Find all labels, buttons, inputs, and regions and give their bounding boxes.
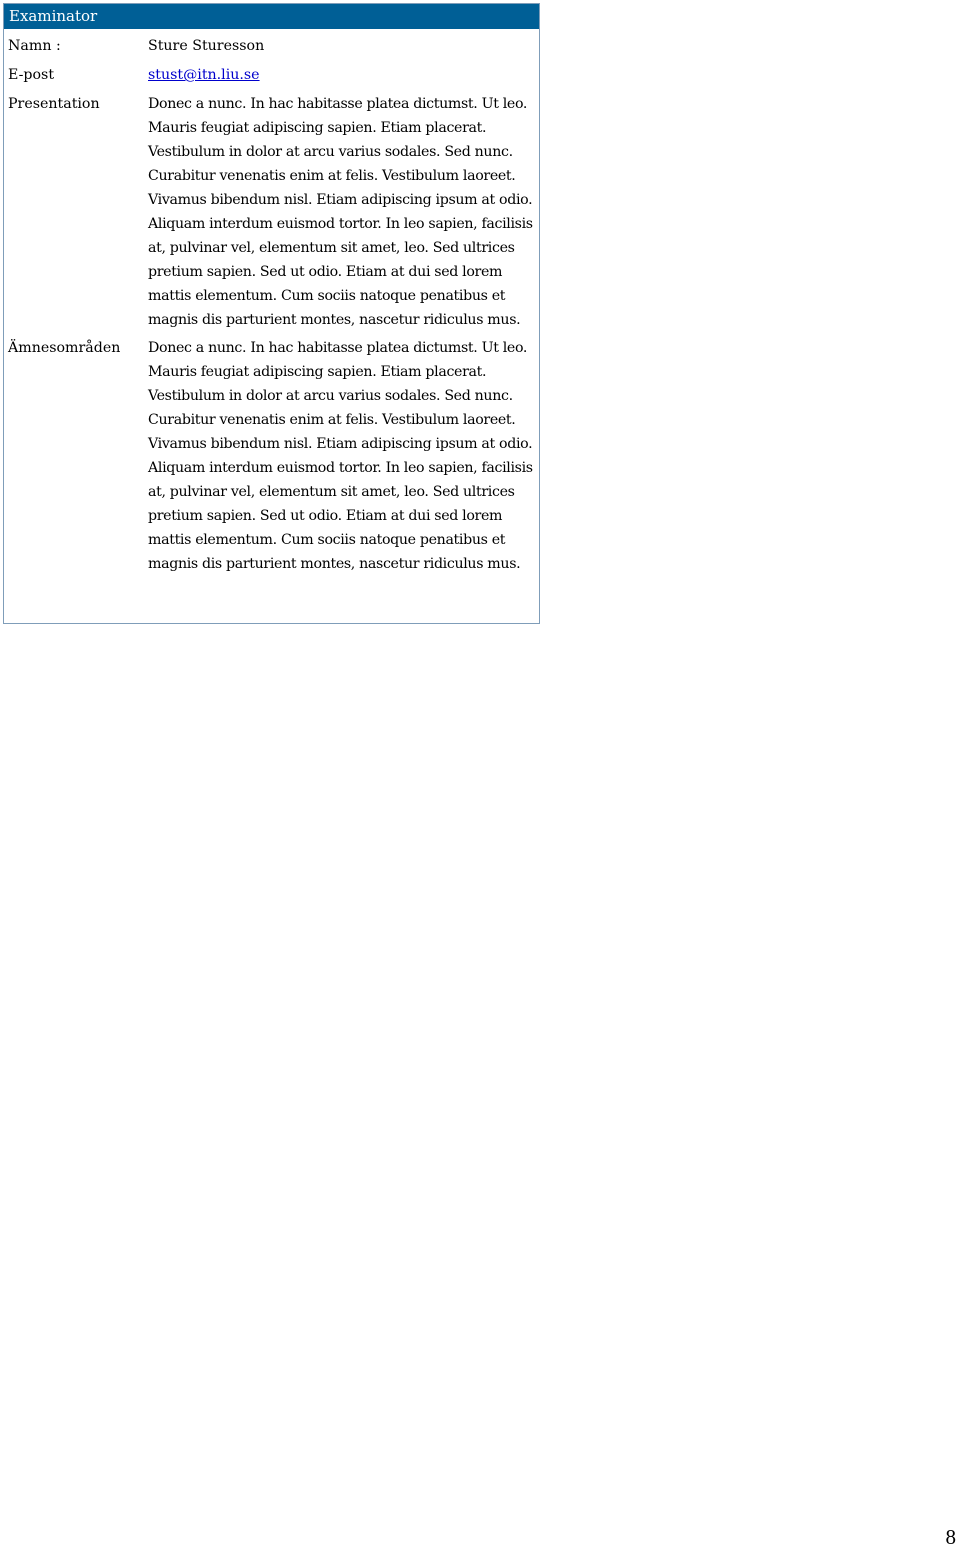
presentation-text: Donec a nunc. In hac habitasse platea dictumst. Ut leo. Mauris feugiat adipiscing sapien. Etiam placerat. Vestibulum in dolor at arcu varius sodales. Sed nunc. Curabitur venenatis enim at felis. Vestibulum laoreet. Vivamus bibendum nisl. Etiam adipiscing ipsum at odio. Aliquam interdum euismod tortor. In leo sapien, facilisis at, pulvinar vel, elementum sit amet, leo. Sed ultrices pretium sapien. Sed ut odio. Etiam at dui sed lorem mattis elementum. Cum sociis natoque penatibus et magnis dis parturient montes, nascetur ridiculus mus.	[148, 96, 533, 328]
subject-areas-row	[4, 336, 535, 580]
email-label: E-post	[8, 67, 55, 83]
page-number: 8	[945, 1525, 956, 1549]
name-row	[4, 34, 535, 63]
panel-title: Examinator	[4, 4, 539, 29]
name-label: Namn :	[8, 38, 61, 54]
presentation-row	[4, 92, 535, 336]
subject-areas-label: Ämnesområden	[8, 340, 121, 356]
subject-areas-text: Donec a nunc. In hac habitasse platea dictumst. Ut leo. Mauris feugiat adipiscing sapien. Etiam placerat. Vestibulum in dolor at arcu varius sodales. Sed nunc. Curabitur venenatis enim at felis. Vestibulum laoreet. Vivamus bibendum nisl. Etiam adipiscing ipsum at odio. Aliquam interdum euismod tortor. In leo sapien, facilisis at, pulvinar vel, elementum sit amet, leo. Sed ultrices pretium sapien. Sed ut odio. Etiam at dui sed lorem mattis elementum. Cum sociis natoque penatibus et magnis dis parturient montes, nascetur ridiculus mus.	[148, 340, 533, 572]
email-row	[4, 63, 535, 92]
email-cell	[148, 63, 535, 92]
examiner-info-table	[4, 34, 535, 580]
email-link[interactable]: stust@itn.liu.se	[148, 67, 260, 83]
examiner-panel	[3, 3, 540, 624]
name-value: Sture Sturesson	[148, 38, 265, 54]
presentation-label: Presentation	[8, 96, 100, 112]
